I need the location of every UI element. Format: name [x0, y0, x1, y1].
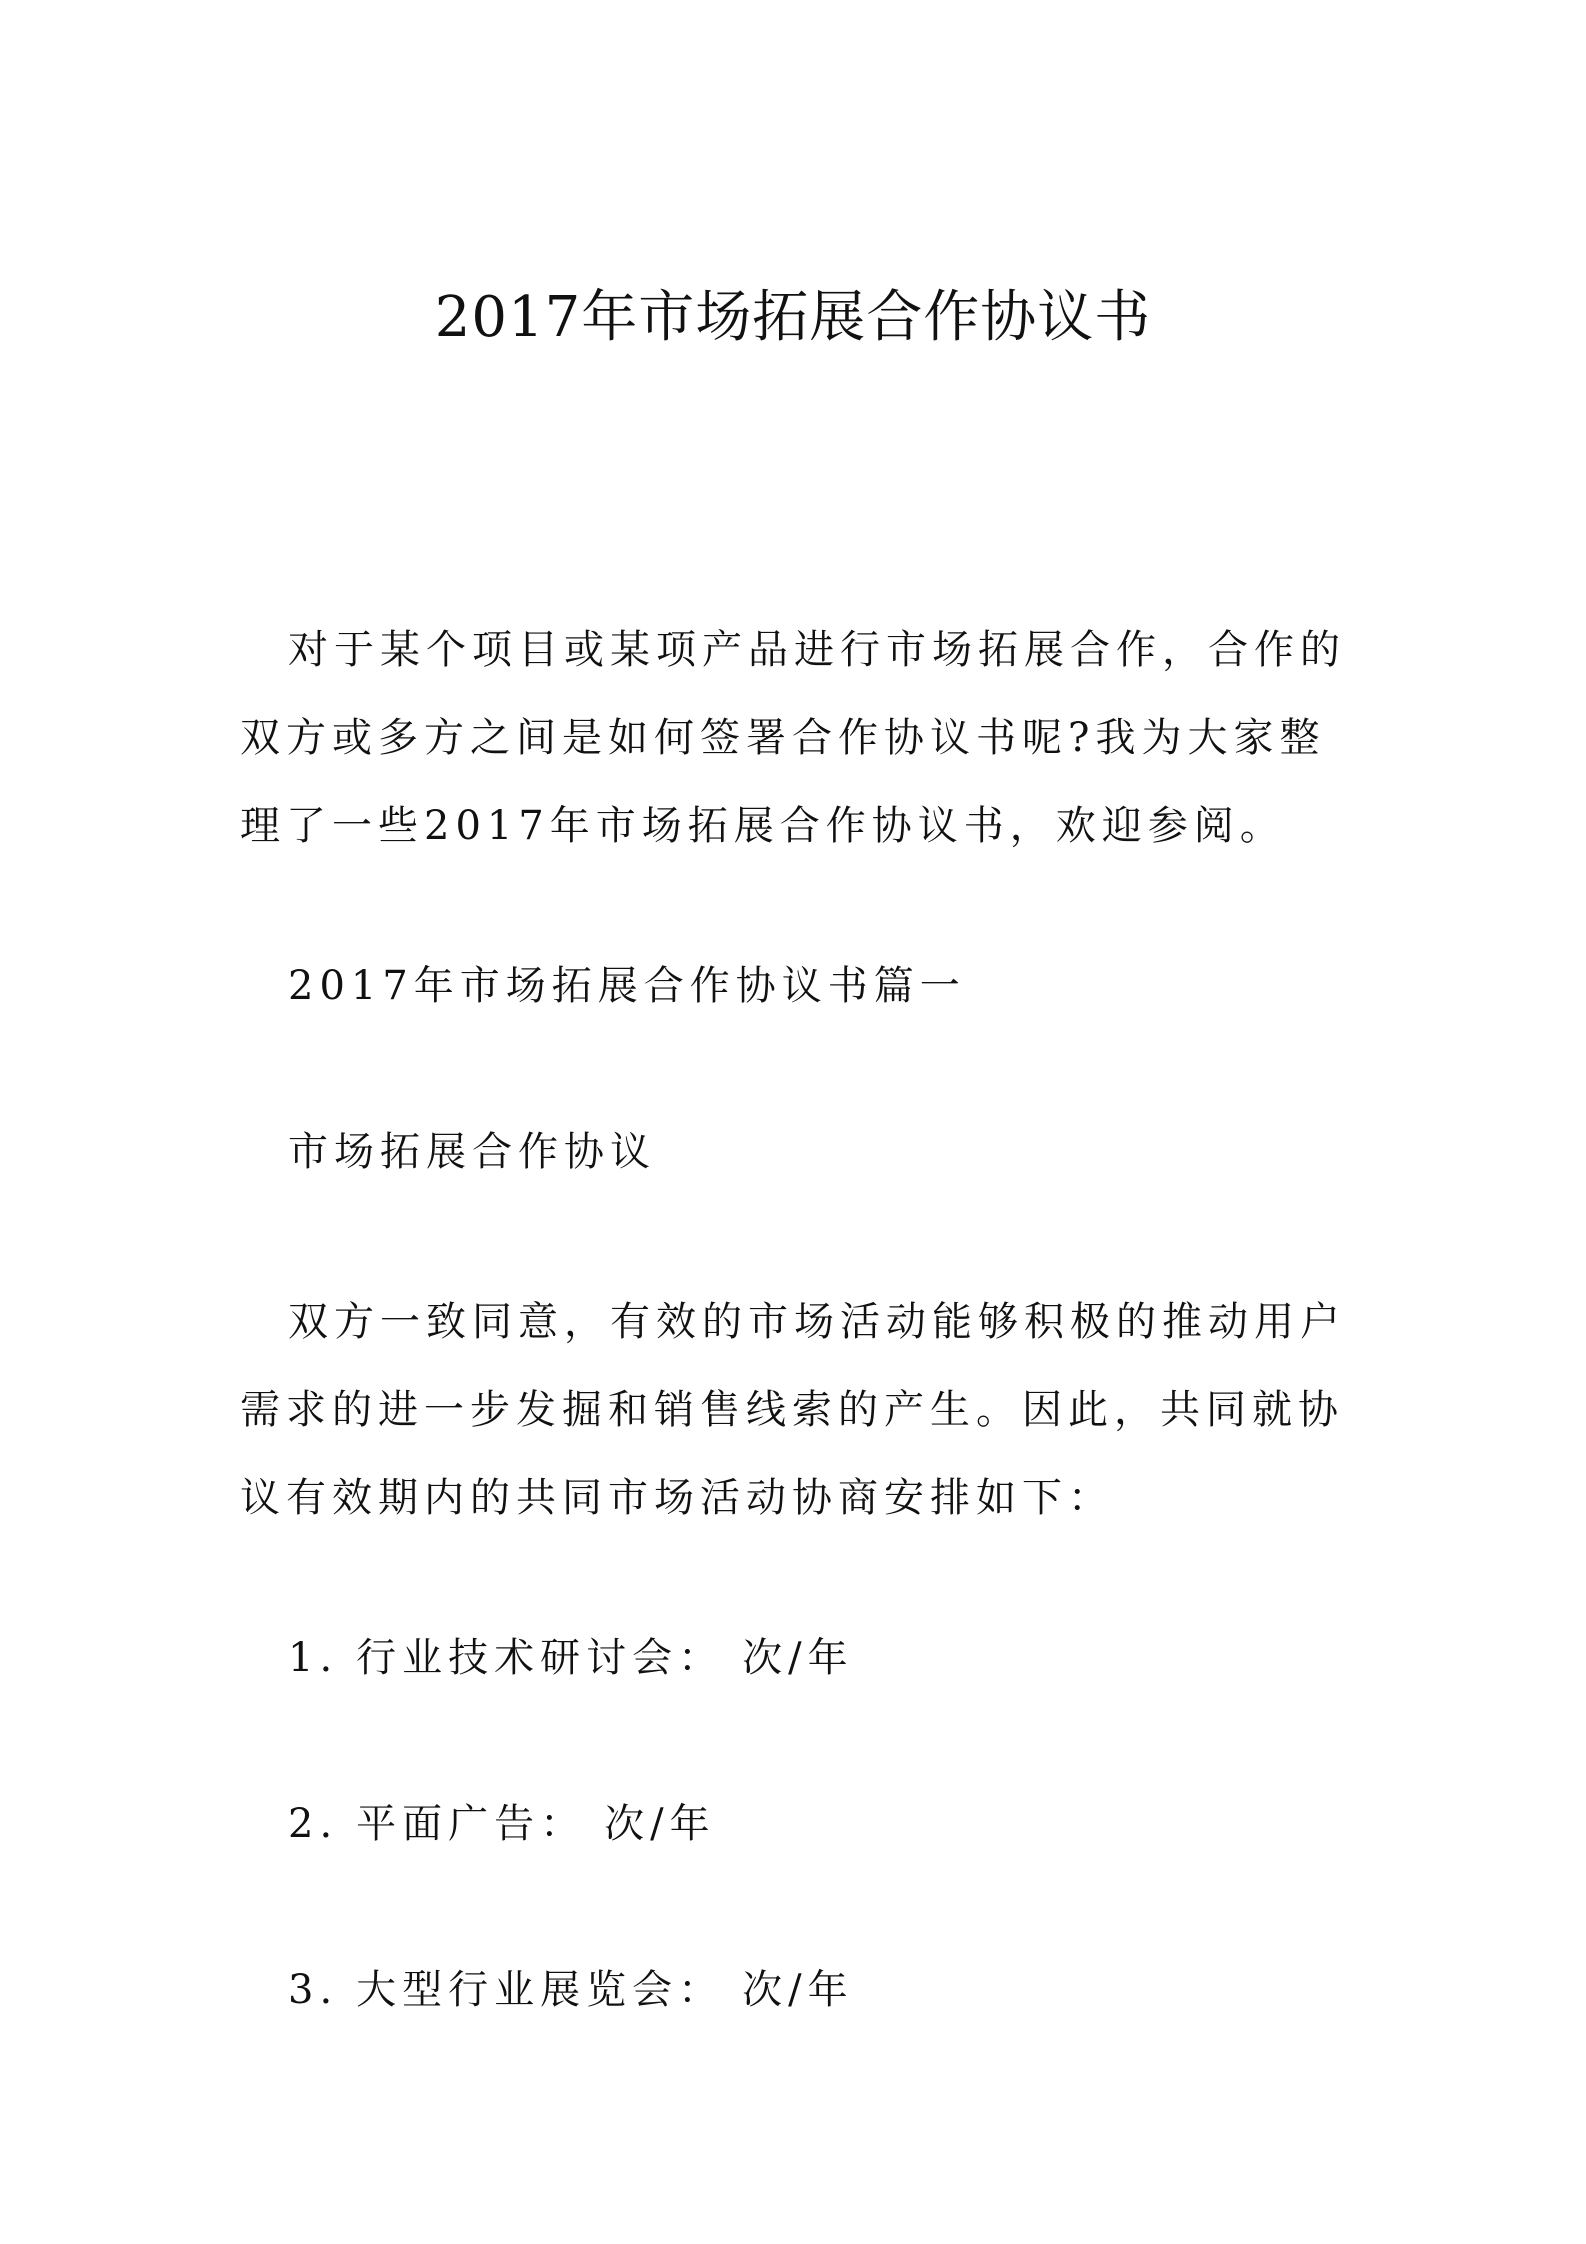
agreement-title: 市场拓展合作协议: [288, 1129, 656, 1175]
list-item: [288, 1614, 1360, 1702]
list-item: [288, 1946, 1360, 2034]
list-item-number: 2.: [288, 1801, 339, 1847]
list-item-number: 1.: [288, 1635, 339, 1681]
agreement-paragraph: 双方一致同意，有效的市场活动能够积极的推动用户需求的进一步发掘和销售线索的产生。因此，共同就协议有效期内的共同市场活动协商安排如下：: [240, 1299, 1346, 1521]
list-item-unit: 次/年: [604, 1801, 716, 1847]
document-title: 2017年市场拓展合作协议书: [434, 285, 1152, 350]
list-item-label: 大型行业展览会：: [356, 1967, 725, 2013]
section-heading: 2017年市场拓展合作协议书篇一: [288, 963, 966, 1009]
list-item-number: 3.: [288, 1967, 339, 2013]
list-item-unit: 次/年: [742, 1635, 854, 1681]
list-item-label: 行业技术研讨会：: [356, 1635, 725, 1681]
list-item-unit: 次/年: [742, 1967, 854, 2013]
intro-paragraph: 对于某个项目或某项产品进行市场拓展合作，合作的双方或多方之间是如何签署合作协议书呢?我为大家整理了一些2017年市场拓展合作协议书，欢迎参阅。: [240, 627, 1346, 849]
list-item-label: 平面广告：: [356, 1801, 587, 1847]
list-item: [288, 1780, 1360, 1868]
